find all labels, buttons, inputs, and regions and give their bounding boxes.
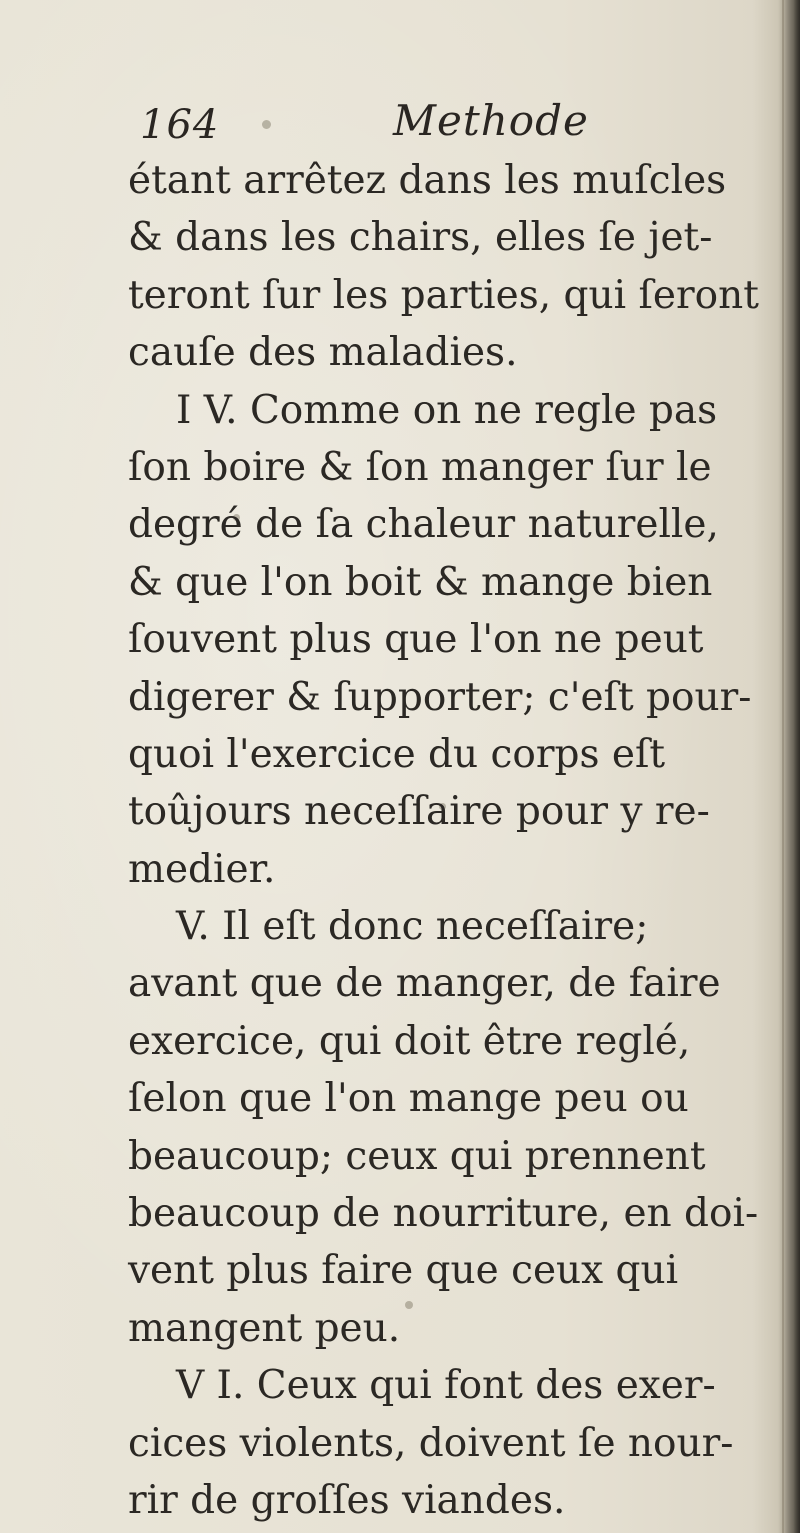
text-line: mangent peu.	[128, 1305, 401, 1351]
text-line: cauſe des maladies.	[128, 330, 518, 376]
text-line: ſelon que l'on mange peu ou	[128, 1076, 689, 1122]
text-line: rir de groſſes viandes.	[128, 1477, 566, 1523]
text-line: & que l'on boit & mange bien	[128, 559, 713, 605]
text-line: teront ſur les parties, qui ſeront	[128, 272, 759, 318]
page-gutter-shadow	[778, 0, 800, 1533]
text-line: exercice, qui doit être reglé,	[128, 1018, 691, 1064]
text-line: beaucoup de nourriture, en doi-	[128, 1191, 759, 1237]
text-line: degré de ſa chaleur naturelle,	[128, 502, 719, 548]
text-line: vent plus faire que ceux qui	[128, 1248, 679, 1294]
text-line: cices violents, doivent ſe nour-	[128, 1420, 734, 1466]
running-head: Methode	[393, 96, 589, 145]
page-number: 164	[140, 102, 220, 148]
text-line: ſouvent plus que l'on ne peut	[128, 617, 704, 663]
text-line: avant que de manger, de faire	[128, 961, 721, 1007]
text-line: digerer & ſupporter; c'eſt pour-	[128, 674, 752, 720]
paragraph-iv-start: I V. Comme on ne regle pas	[176, 387, 718, 433]
text-line: medier.	[128, 846, 276, 892]
body-text	[128, 152, 768, 1529]
paragraph-vi-start: V I. Ceux qui font des exer-	[176, 1363, 716, 1409]
text-line: étant arrêtez dans les muſcles	[128, 158, 727, 203]
text-line: toûjours neceſſaire pour y re-	[128, 789, 710, 835]
paragraph-v-start: V. Il eſt donc neceſſaire;	[176, 904, 649, 950]
text-line: beaucoup; ceux qui prennent	[128, 1133, 706, 1179]
page-header	[140, 96, 660, 156]
text-line: quoi l'exercice du corps eſt	[128, 731, 666, 777]
text-line: ſon boire & ſon manger ſur le	[128, 444, 712, 490]
text-line: & dans les chairs, elles ſe jet-	[128, 215, 713, 261]
